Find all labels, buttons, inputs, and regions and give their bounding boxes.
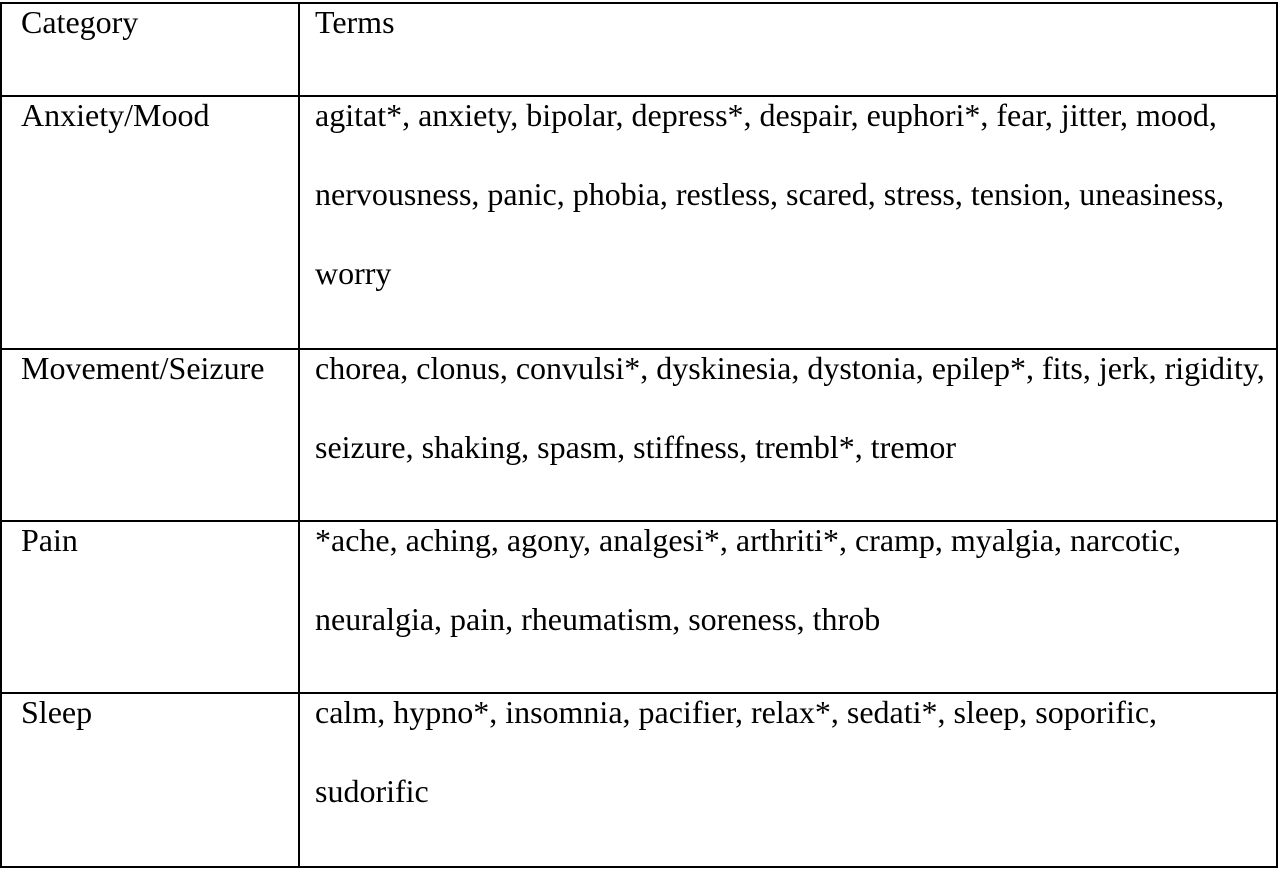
terms-cell bbox=[299, 693, 1277, 867]
table-row bbox=[1, 96, 1277, 349]
category-cell bbox=[1, 693, 299, 867]
category-label: Sleep bbox=[21, 694, 93, 730]
table-row bbox=[1, 349, 1277, 521]
table-row bbox=[1, 521, 1277, 693]
header-category-label: Category bbox=[21, 4, 139, 40]
header-terms-label: Terms bbox=[315, 4, 395, 40]
terms-cell bbox=[299, 96, 1277, 349]
terms-text: *ache, aching, agony, analgesi*, arthriti*, cramp, myalgia, narcotic, neuralgia, pain, rheumatism, soreness, throb bbox=[315, 522, 1182, 637]
terms-text: chorea, clonus, convulsi*, dyskinesia, dystonia, epilep*, fits, jerk, rigidity, seizure, shaking, spasm, stiffness, trembl*, tremor bbox=[315, 350, 1265, 465]
category-label: Anxiety/Mood bbox=[21, 97, 210, 133]
table-row bbox=[1, 693, 1277, 867]
category-cell bbox=[1, 96, 299, 349]
terms-table bbox=[0, 2, 1278, 868]
terms-text: agitat*, anxiety, bipolar, depress*, despair, euphori*, fear, jitter, mood, nervousness, panic, phobia, restless, scared, stress, tension, uneasiness, worry bbox=[315, 97, 1225, 291]
category-label: Pain bbox=[21, 522, 78, 558]
category-cell bbox=[1, 521, 299, 693]
category-label: Movement/Seizure bbox=[21, 350, 265, 386]
terms-cell bbox=[299, 521, 1277, 693]
category-cell bbox=[1, 349, 299, 521]
terms-text: calm, hypno*, insomnia, pacifier, relax*, sedati*, sleep, soporific, sudorific bbox=[315, 694, 1158, 809]
terms-cell bbox=[299, 349, 1277, 521]
